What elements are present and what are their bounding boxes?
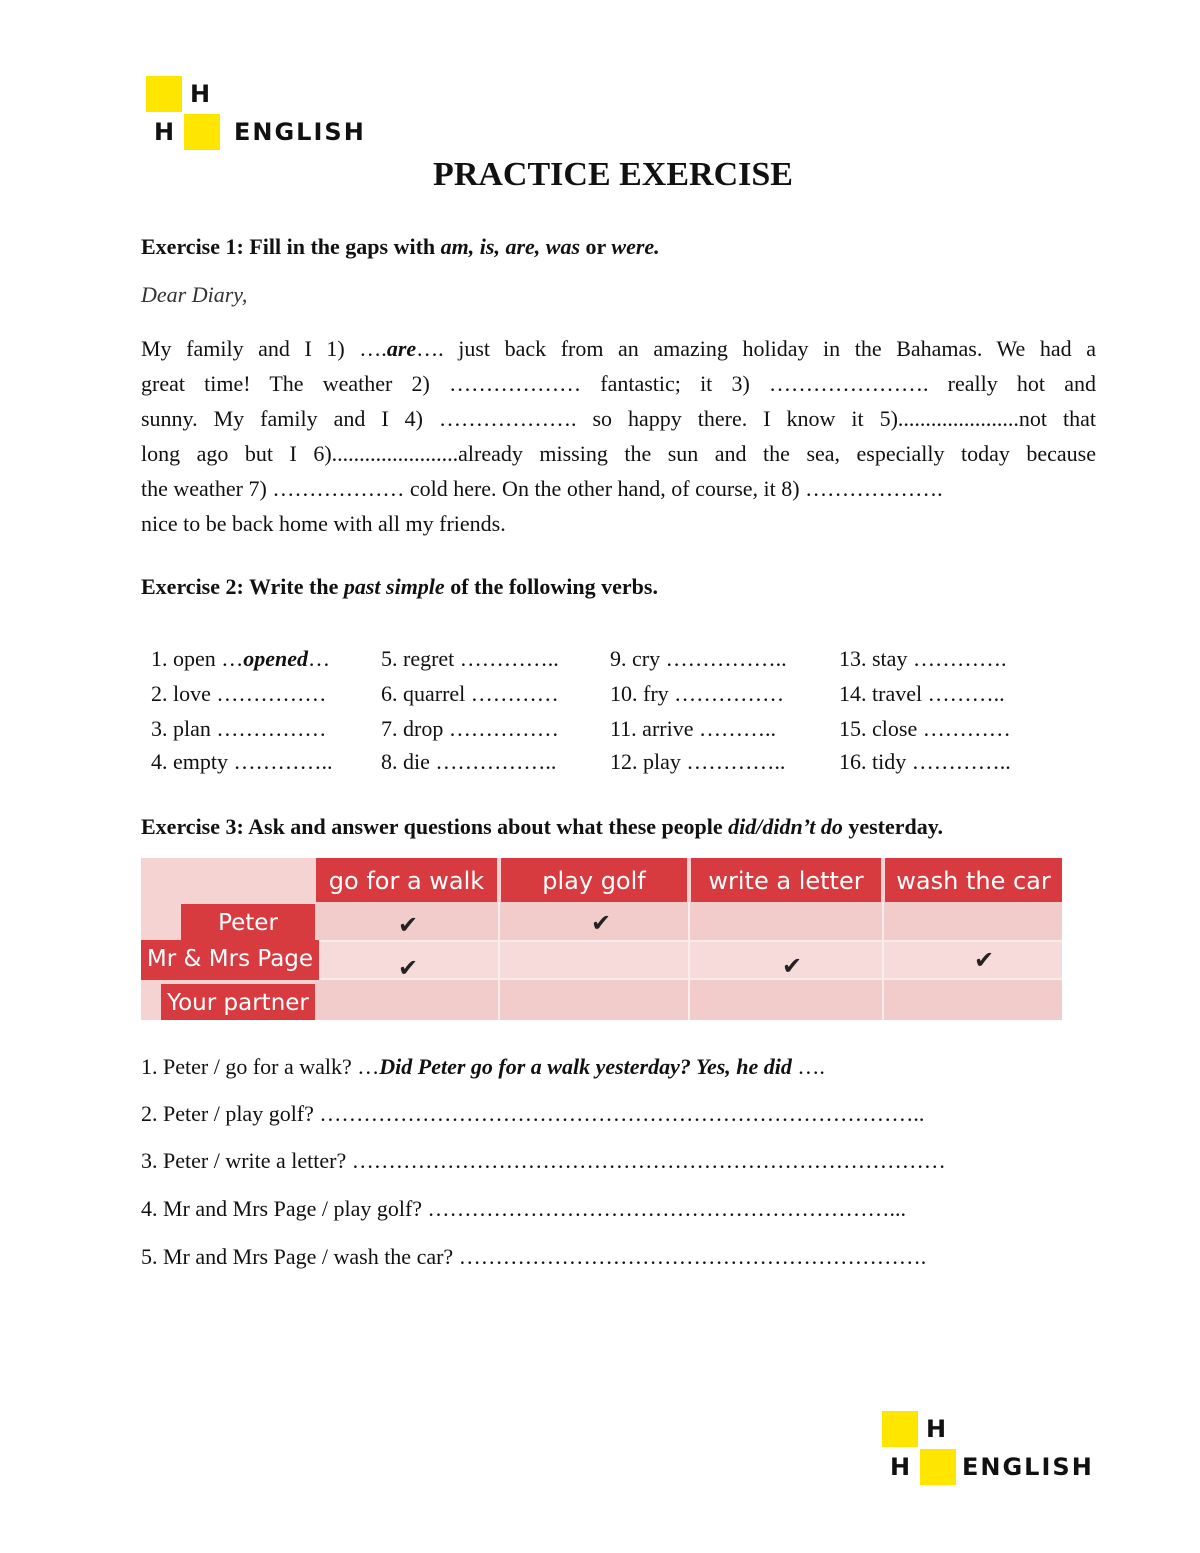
exercise-2-heading-em: past simple	[343, 574, 445, 599]
tick-mark: ✔	[974, 946, 995, 974]
table-divider	[882, 902, 884, 1020]
paragraph-text: My family and I 1) ….	[141, 336, 387, 361]
paragraph-line: the weather 7) ……………… cold here. On the other hand, of course, it 8) ……………….	[141, 476, 943, 501]
tick-mark: ✔	[398, 954, 419, 982]
paragraph-line: long ago but I 6).......................already missing the sun and the sea, especially today because	[141, 441, 1096, 466]
question-2: 2. Peter / play golf? ………………………………………………………………………..	[141, 1101, 925, 1126]
verb-item: 3. plan ……………	[151, 716, 327, 741]
question-text: ….	[791, 1054, 825, 1079]
column-header-play-golf: play golf	[501, 858, 687, 902]
verb-item	[151, 643, 330, 675]
exercise-3-heading-em: did/didn’t do	[728, 814, 843, 839]
question-4: 4. Mr and Mrs Page / play golf? ………………………………………………………...	[141, 1196, 907, 1221]
logo-top	[146, 76, 376, 156]
verb-item: 13. stay ………….	[839, 646, 1007, 671]
example-answer: are	[386, 336, 417, 361]
verb-item: 2. love ……………	[151, 681, 327, 706]
question-text: 1. Peter / go for a walk? …	[141, 1054, 380, 1079]
paragraph-line: nice to be back home with all my friends.	[141, 511, 506, 536]
column-header-write-a-letter: write a letter	[691, 858, 881, 902]
verb-item: 11. arrive ………..	[610, 716, 776, 741]
logo-square-bottom	[184, 114, 220, 150]
question-5: 5. Mr and Mrs Page / wash the car? ……………………………………………………….	[141, 1244, 927, 1269]
exercise-3-heading-suffix: yesterday.	[842, 814, 944, 839]
exercise-3-heading	[141, 814, 943, 840]
question-1	[141, 1052, 825, 1082]
tick-mark: ✔	[398, 911, 419, 939]
verb-item: 4. empty …………..	[151, 749, 333, 774]
verb-item: 6. quarrel …………	[381, 681, 559, 706]
column-header-go-for-a-walk: go for a walk	[316, 858, 497, 902]
exercise-3-heading-text: Exercise 3: Ask and answer questions about what these people	[141, 814, 729, 839]
verb-item: 15. close …………	[839, 716, 1011, 741]
paragraph-line: sunny. My family and I 4) ………………. so happy there. I know it 5)......................not that	[141, 406, 1096, 431]
logo-bottom	[882, 1411, 1112, 1491]
exercise-2-heading-suffix: of the following verbs.	[444, 574, 658, 599]
table-corner	[141, 858, 316, 902]
activity-table-image	[141, 858, 1062, 1020]
verb-item: 14. travel ………..	[839, 681, 1005, 706]
exercise-1-heading-words: am, is, are, was	[440, 234, 581, 259]
row-label-your-partner: Your partner	[161, 984, 315, 1020]
verb-item: 9. cry ……………..	[610, 646, 787, 671]
paragraph-text: …. just back from an amazing holiday in the Bahamas. We had a	[416, 336, 1096, 361]
row-label-peter: Peter	[181, 904, 315, 940]
row-label-mr-mrs-page: Mr & Mrs Page	[141, 940, 319, 980]
logo-letter-bottom: H	[154, 118, 175, 146]
logo-letter-bottom: H	[890, 1453, 911, 1481]
example-answer: opened	[243, 646, 309, 671]
exercise-1-heading-text: Exercise 1: Fill in the gaps with	[141, 234, 441, 259]
verb-item: 10. fry ……………	[610, 681, 785, 706]
exercise-2-heading-text: Exercise 2: Write the	[141, 574, 344, 599]
example-answer: Did Peter go for a walk yesterday? Yes, he did	[379, 1054, 792, 1079]
column-header-wash-the-car: wash the car	[885, 858, 1062, 902]
exercise-1-heading-last: were.	[611, 234, 660, 259]
verb-item: 8. die ……………..	[381, 749, 557, 774]
logo-letter-top: H	[190, 80, 211, 108]
verb-item: 16. tidy …………..	[839, 749, 1011, 774]
logo-square-top	[882, 1411, 918, 1447]
verb-item: 12. play …………..	[610, 749, 786, 774]
logo-square-top	[146, 76, 182, 112]
question-3: 3. Peter / write a letter? ………………………………………………………………………	[141, 1148, 946, 1173]
verb-item: 5. regret …………..	[381, 646, 559, 671]
logo-square-bottom	[920, 1449, 956, 1485]
tick-mark: ✔	[782, 952, 803, 980]
exercise-2-heading	[141, 574, 658, 600]
logo-letter-top: H	[926, 1415, 947, 1443]
exercise-1-heading	[141, 234, 660, 260]
logo-word: ENGLISH	[234, 118, 366, 146]
exercise-1-heading-or: or	[580, 234, 612, 259]
tick-mark: ✔	[591, 909, 612, 937]
diary-salutation: Dear Diary,	[141, 282, 248, 307]
table-divider	[498, 902, 500, 1020]
table-divider	[688, 902, 690, 1020]
paragraph-line	[141, 331, 1096, 366]
verb-item: 7. drop ……………	[381, 716, 559, 741]
page-title: PRACTICE EXERCISE	[433, 156, 793, 193]
verb-text: 1. open …	[151, 646, 244, 671]
verb-text: …	[308, 646, 331, 671]
diary-paragraph	[141, 331, 1096, 541]
logo-word: ENGLISH	[962, 1453, 1094, 1481]
paragraph-line: great time! The weather 2) ……………… fantastic; it 3) …………………. really hot and	[141, 371, 1096, 396]
